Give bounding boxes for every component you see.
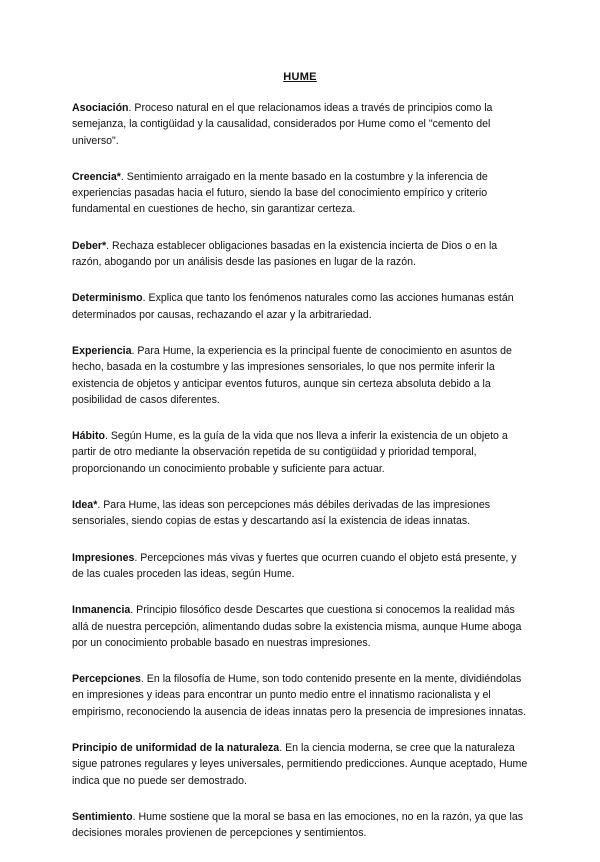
glossary-definition: . Percepciones más vivas y fuertes que ocurren cuando el objeto está presente, y de las cuales proceden las ideas, según Hume.	[72, 551, 517, 580]
glossary-term: Impresiones	[72, 551, 135, 564]
glossary-term: Determinismo	[72, 292, 143, 305]
glossary-definition: . Según Hume, es la guía de la vida que nos lleva a inferir la existencia de un objeto a partir de otro mediante la observación repetida de su contigüidad y prioridad temporal, proporcionando un conocimiento probable y suficiente para actuar.	[72, 430, 508, 475]
glossary-definition: . En la filosofía de Hume, son todo contenido presente en la mente, dividiéndolas en impresiones y ideas para encontrar un punto medio entre el innatismo racionalista y el empirismo, reconociendo la ausencia de ideas innatas pero la presencia de impresiones innatas.	[72, 673, 527, 718]
glossary-entry	[72, 238, 528, 271]
glossary-definition: . Sentimiento arraigado en la mente basado en la costumbre y la inferencia de experiencias pasadas hacia el futuro, siendo la base del conocimiento empírico y criterio fundamental en cuestiones de hecho, sin garantizar certeza.	[72, 170, 488, 216]
glossary-definition: . Proceso natural en el que relacionamos ideas a través de principios como la semejanza, la contigüidad y la causalidad, considerados por Hume como el "cemento del universo".	[72, 102, 493, 147]
glossary-definition: . Para Hume, las ideas son percepciones más débiles derivadas de las impresiones sensoriales, siendo copias de estas y descartando así la existencia de ideas innatas.	[72, 499, 491, 528]
glossary-list	[72, 100, 528, 862]
glossary-entry	[72, 602, 528, 651]
glossary-entry	[72, 809, 528, 842]
glossary-definition: . Hume sostiene que la moral se basa en las emociones, no en la razón, ya que las decisiones morales provienen de percepciones y sentimientos.	[72, 810, 524, 840]
glossary-entry	[72, 100, 528, 149]
glossary-term: Deber*	[72, 239, 107, 252]
glossary-definition: . Principio filosófico desde Descartes que cuestiona si conocemos la realidad más allá de nuestra percepción, alimentando dudas sobre la existencia misma, aunque Hume aboga por un conocimiento probable basado en nuestras impresiones.	[72, 604, 522, 649]
glossary-definition: . En la ciencia moderna, se cree que la naturaleza sigue patrones regulares y leyes universales, permitiendo predicciones. Aunque aceptado, Hume indica que no puede ser demostrado.	[72, 742, 528, 787]
glossary-term: Inmanencia	[72, 604, 131, 617]
glossary-entry	[72, 428, 528, 477]
glossary-term: Percepciones	[72, 673, 141, 686]
glossary-definition: . Para Hume, la experiencia es la principal fuente de conocimiento en asuntos de hecho, basada en la costumbre y las impresiones sensoriales, lo que nos permite inferir la existencia de objetos y anticipar eventos futuros, aunque sin certeza absoluta debido a la posibilidad de casos diferentes.	[72, 344, 512, 406]
glossary-term: Sentimiento	[72, 810, 133, 823]
glossary-entry	[72, 343, 528, 408]
document-title: HUME	[283, 71, 317, 83]
glossary-term: Hábito	[72, 430, 105, 443]
glossary-entry	[72, 740, 528, 789]
glossary-term: Asociación	[72, 102, 129, 114]
glossary-term: Experiencia	[72, 344, 132, 357]
glossary-definition: . Explica que tanto los fenómenos naturales como las acciones humanas están determinados por causas, rechazando el azar y la arbitrariedad.	[72, 292, 514, 321]
glossary-term: Principio de uniformidad de la naturaleza	[72, 742, 280, 755]
glossary-entry	[72, 169, 528, 218]
glossary-entry	[72, 497, 528, 530]
glossary-term: Creencia*	[72, 170, 121, 183]
glossary-entry	[72, 550, 528, 583]
glossary-entry	[72, 290, 528, 323]
glossary-term: Idea*	[72, 499, 98, 512]
glossary-definition: . Rechaza establecer obligaciones basadas en la existencia incierta de Dios o en la razón, abogando por un análisis desde las pasiones en lugar de la razón.	[72, 239, 498, 269]
glossary-entry	[72, 671, 528, 720]
